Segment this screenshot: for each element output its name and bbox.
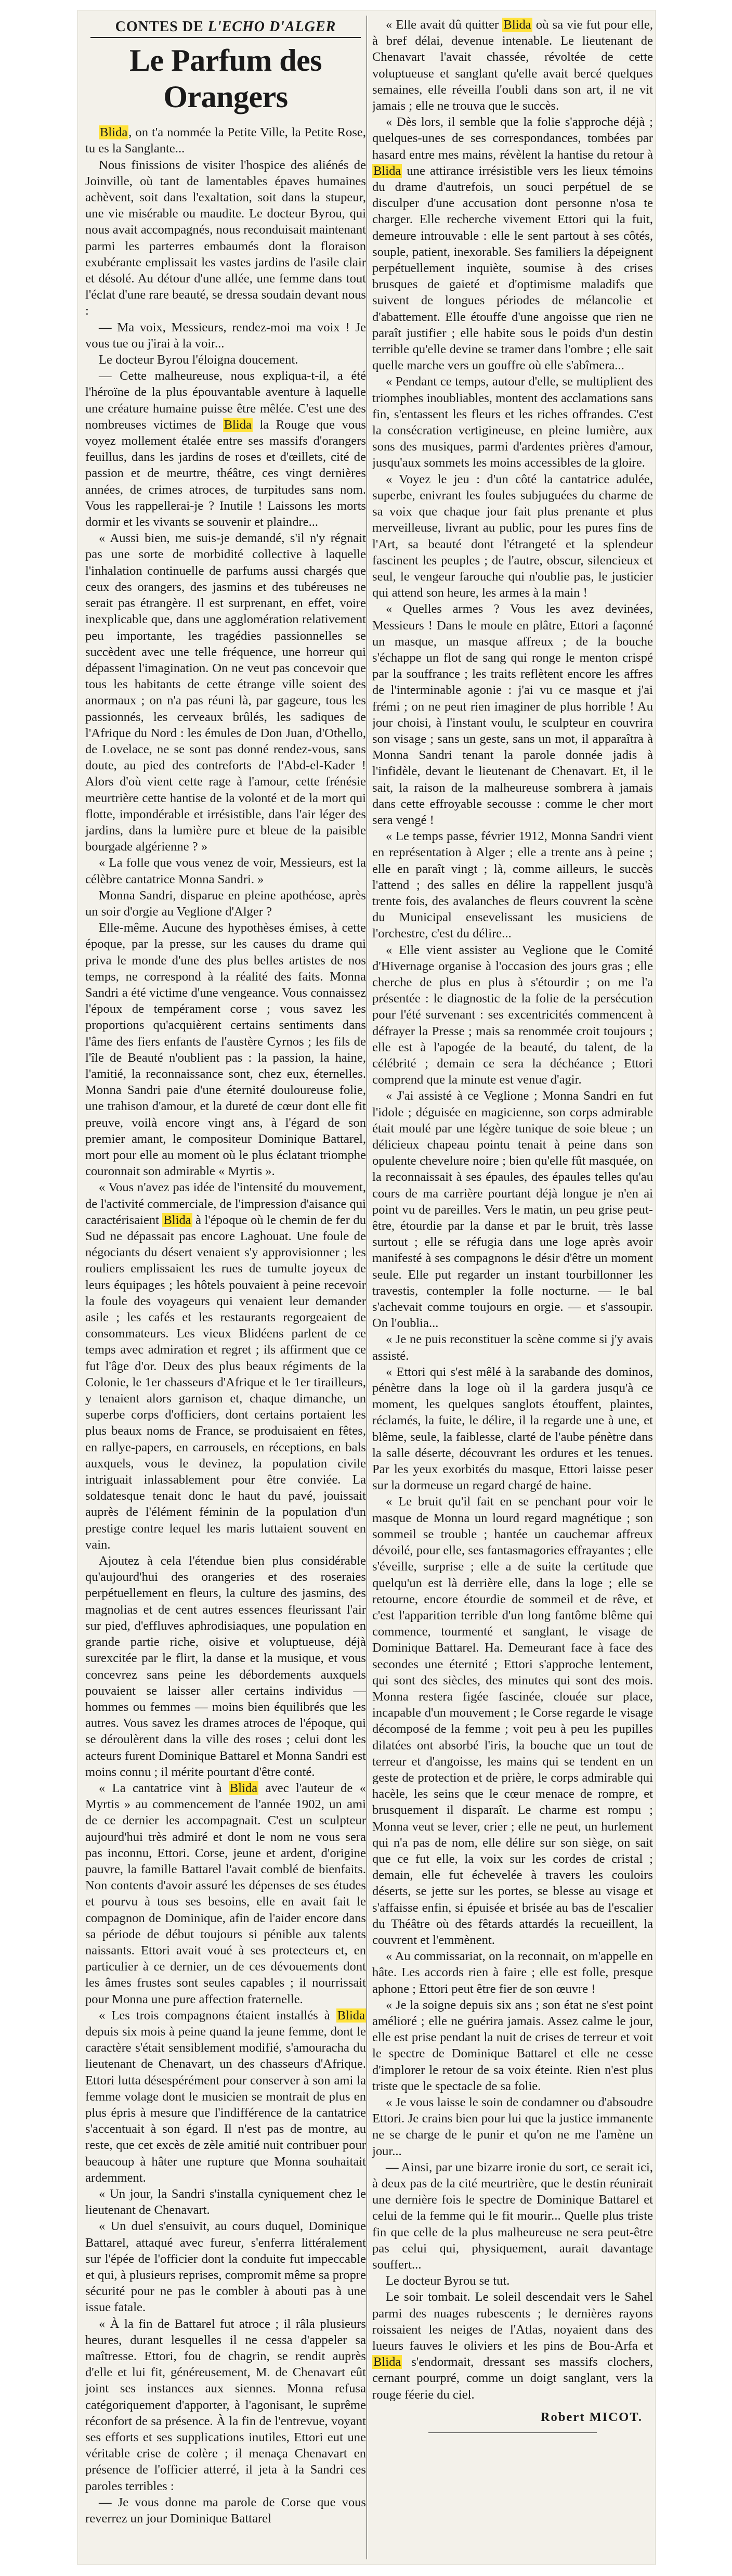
left-paragraph: Le docteur Byrou l'éloigna doucement.	[99, 353, 298, 367]
left-column	[85, 17, 366, 2555]
author-signature: Robert MICOT.	[540, 2410, 643, 2424]
left-paragraph: « À la fin de Battarel fut atroce ; il râla plusieurs heures, durant lesquelles il ne cessa d'appeler sa maîtresse. Ettori, fou de chagrin, se rendit auprès d'elle et lui fit, généreusement, M. de Chenavart eût joint ses instances aux siennes. Monna refusa catégoriquement d'apporter, à l'agonisant, le suprême réconfort de sa présence. À la fin de l'entrevue, voyant ses efforts et ses supplications inutiles, Ettori eut une véritable crise de colère ; il menaça Chenavart en présence de l'officier atterré, il jeta à la Sandri ces paroles terribles :	[85, 2316, 366, 2493]
right-paragraph: « Au commissariat, on la reconnait, on m'appelle en hâte. Les accords rien à faire ; elle est folle, presque aphone ; Ettori peut être fier de son œuvre !	[372, 1949, 653, 1996]
opening-text: , on t'a nommée la Petite Ville, la Petite Rose, tu es la Sanglante...	[85, 125, 366, 156]
left-paragraphs	[85, 157, 366, 2527]
left-paragraph: Elle-même. Aucune des hypothèses émises, à cette époque, par la presse, sur les causes du drame qui priva le monde d'une des plus belles artistes de nos temps, ne correspond à la réalité des faits. Monna Sandri a été victime d'une vengeance. Vous connaissez l'époux de tempérament corse ; vous savez les proportions qu'acquièrent certains sentiments dans l'âme des fiers enfants de l'austère Cyrnos ; les fils de l'île de Beauté n'oublient pas : la passion, la haine, l'amitié, la reconnaissance sont, chez eux, éternelles. Monna Sandri paie d'une éternité douloureuse folie, une trahison d'amour, et la dureté de cœur dont elle fit preuve, voilà encore vingt ans, à l'égard de son premier amant, le compositeur Dominique Battarel, mort pour elle au moment où le plus éclatant triomphe couronnait son admirable « Myrtis ».	[85, 921, 366, 1179]
right-paragraph: « Je ne puis reconstituer la scène comme si j'y avais assisté.	[372, 1332, 653, 1363]
right-paragraph: « Le temps passe, février 1912, Monna Sandri vient en représentation à Alger ; elle a trente ans à peine ; elle en paraît vingt ; là, comme ailleurs, le succès l'attend ; des salles en délire la rappellent jusqu'à trente fois, des avalanches de fleurs couvrent la scène du Municipal ensevelissant les musiciens de l'orchestre, c'est du délire...	[372, 829, 653, 941]
right-paragraph: Le docteur Byrou se tut.	[386, 2274, 510, 2288]
series-prefix: CONTES DE	[115, 19, 204, 35]
series-publication: L'ECHO D'ALGER	[207, 19, 336, 35]
highlight-blida: Blida	[163, 1213, 191, 1227]
left-paragraph: — Je vous donne ma parole de Corse que vous reverrez un jour Dominique Battarel	[85, 2495, 366, 2526]
opening-paragraph	[85, 124, 366, 157]
right-paragraph: « Dès lors, il semble que la folie s'approche déjà ; quelques-unes de ses correspondances, tombées par hasard entre mes mains, révèlent la hantise du retour à Blida une attirance irrésistible vers les lieux témoins du drame d'autrefois, un souci perpétuel de se disculper d'une accusation dont personne n'osa te charger. Elle recherche vivement Ettori qui la fuit, demeure introuvable : elle le sent partout à ses côtés, souple, patient, inexorable. Ses familiers la dépeignent perpétuellement inquiète, soumise à des crises brusques de gaieté et d'optimisme maladifs que suivent de longues périodes de mélancolie et d'abattement. Elle étouffe d'une angoisse que rien ne paraît justifier ; elle habite sous le poids d'un destin terrible qu'elle devine se tramer dans l'ombre ; elle sait quelle marche vers un gouffre où elle s'abîmera...	[372, 115, 653, 373]
highlight-blida: Blida	[100, 125, 128, 140]
left-paragraph: « Vous n'avez pas idée de l'intensité du mouvement, de l'activité commerciale, de l'impression d'aisance qui caractérisaient Blida à l'époque où le chemin de fer du Sud ne dépassait pas encore Laghouat. Une foule de négociants du désert venaient s'y approvisionner ; les rouliers emplissaient les rues de tumulte joyeux de leurs équipages ; les hôtels pouvaient à peine recevoir la foule des voyageurs qui venaient leur demander asile ; les cafés et les restaurants regorgeaient de consommateurs. Les vieux Blidéens parlent de ce temps avec admiration et regret ; ils affirment que ce fut l'âge d'or. Deux des plus beaux régiments de la Colonie, le 1er chasseurs d'Afrique et le 1er tirailleurs, y tenaient alors garnison et, chaque dimanche, un superbe corps d'officiers, dont certains portaient les plus beaux noms de France, se produisaient en fêtes, en rallye-papers, en carrousels, en réceptions, en bals auxquels, vous le devinez, la population civile intriguait inlassablement pour être conviée. La soldatesque tenait donc le haut du pavé, jouissait auprès de l'élément féminin de la population d'un prestige contre lequel les maris luttaient souvent en vain.	[85, 1180, 366, 1552]
right-paragraph: « J'ai assisté à ce Veglione ; Monna Sandri en fut l'idole ; déguisée en magicienne, son corps admirable était moulé par une légère tunique de soie bleue ; un délicieux chapeau pointu tenait à peine dans son opulente chevelure noire ; bien qu'elle fût masquée, on la reconnaissait à ses épaules, des épaules telles qu'au cours de ma carrière pourtant déjà longue je n'en ai point vu de pareilles. Vers le matin, un peu grise peut-être, étourdie par la danse et par le bruit, très lasse surtout ; elle se réfugia dans une loge après avoir manifesté à ses compagnons le désir d'être un moment seule. Elle put regarder un instant tourbillonner les travestis, contempler la folle nocturne. — le bal s'achevait comme toujours en orgie. — et s'assoupir. On l'oublia...	[372, 1089, 653, 1331]
story-title: Le Parfum des Orangers	[129, 43, 322, 114]
left-paragraph: Monna Sandri, disparue en pleine apothéose, après un soir d'orgie au Veglione d'Alger ?	[85, 888, 366, 919]
highlight-blida: Blida	[229, 1781, 258, 1795]
right-paragraph: « Elle vient assister au Veglione que le Comité d'Hivernage organise à l'occasion des jours gras ; elle cherche de plus en plus à s'étourdir ; on me l'a présentée : le diagnostic de la folie de la persécution pour l'été survenant : ses excentricités commencent à défrayer la Presse ; mais sa renommée croit toujours ; elle est à l'apogée de la beauté, du talent, de la célébrité ; demain ce sera la déchéance ; Ettori comprend que la minute est venue d'agir.	[372, 943, 653, 1087]
right-paragraph: « Je la soigne depuis six ans ; son état ne s'est point amélioré ; elle ne guérira jamais. Assez calme le jour, elle est prise pendant la nuit de crises de terreur et voit le spectre de Dominique Battarel et elle ne cesse d'implorer le retour de sa voix éteinte. Rien n'est plus triste que le spectacle de sa folie.	[372, 1998, 653, 2093]
right-paragraph: « Voyez le jeu : d'un côté la cantatrice adulée, superbe, enivrant les foules subjuguées du charme de sa voix que chaque jour fait plus prenante et plus merveilleuse, livrant au public, pour les pures fins de l'Art, sa beauté dont l'étrangeté et la splendeur fascinent les peuples ; de l'autre, obscur, silencieux et seul, le vengeur farouche qui n'oublie pas, le justicier qui attend son heure, les armes à la main !	[372, 472, 653, 600]
left-paragraph: Ajoutez à cela l'étendue bien plus considérable qu'aujourd'hui des orangeries et des roseraies perpétuellement en fleurs, la culture des jasmins, des magnolias et de cent autres essences fleurissant l'air sur pied, d'effluves aphrodisiaques, une population en grande partie riche, oisive et voluptueuse, déjà surexcitée par le flirt, la danse et la musique, et vous concevrez sans peine les débordements auxquels pouvaient se laisser aller certains individus — hommes ou femmes — moins bien équilibrés que les autres. Vous savez les drames atroces de l'époque, qui se déroulèrent dans la ville des roses ; celui dont les acteurs furent Dominique Battarel et Monna Sandri est moins connu ; il mérite pourtant d'être conté.	[85, 1554, 366, 1779]
right-paragraph: « Ettori qui s'est mêlé à la sarabande des dominos, pénètre dans la loge où il la gardera jusqu'à ce moment, les quelques sanglots étouffent, plaintes, réclamés, la fuite, le délire, il la regarde une à une, et blême, seule, la faiblesse, clarté de l'aube pénètre dans la salle déserte, découvrant les ordures et les tenues. Par les yeux exorbités du masque, Ettori laisse peser sur la dormeuse un regard chargé de haine.	[372, 1364, 653, 1493]
left-paragraph: — Cette malheureuse, nous expliqua-t-il, a été l'héroïne de la plus épouvantable aventure à laquelle une créature humaine puisse être mêlée. C'est une des nombreuses victimes de Blida la Rouge que vous voyez mollement étalée entre ses massifs d'orangers feuillus, dans les jardins de roses et d'œillets, cité de passion et de meurtre, théâtre, ces vingt dernières années, de crimes atroces, de turpitudes sans nom. Vous les rappellerai-je ? Inutile ! Laissons les morts dormir et les vivants se souvenir et plaindre...	[85, 369, 366, 530]
right-paragraph: « Je vous laisse le soin de condamner ou d'absoudre Ettori. Je crains bien pour lui que la justice immanente ne se charge de le punir et qu'on ne me l'amène un jour...	[372, 2095, 653, 2158]
left-paragraph: « Un duel s'ensuivit, au cours duquel, Dominique Battarel, attaqué avec fureur, s'enferra littéralement sur l'épée de l'officier dont la conduite fut impeccable et qui, à plusieurs reprises, compromit même sa propre sécurité pour ne pas le combler à abouti pas à une issue fatale.	[85, 2219, 366, 2315]
highlight-blida: Blida	[224, 417, 252, 432]
highlight-blida: Blida	[503, 18, 531, 32]
left-paragraph: « Aussi bien, me suis-je demandé, s'il n'y régnait pas une sorte de morbidité collective à laquelle l'inhalation continuelle de parfums aussi chargés que ceux des orangers, des jasmins et des tubéreuses ne serait pas étrangère. Il est surprenant, en effet, voire inexplicable que, dans une agglomération relativement peu importante, les tragédies passionnelles se succèdent avec une telle fréquence, une horreur qui dépassent l'imagination. On ne veut pas concevoir que tous les habitants de cette étrange ville soient des anormaux ; on n'a pas réuni là, par gageure, tous les passionnés, les cerveaux brûlés, les sadiques de l'Afrique du Nord : les émules de Don Juan, d'Othello, de Lovelace, ne se sont pas donné rendez-vous, sans doute, au pied des contreforts de l'Abd-el-Kader ! Alors d'où vient cette rage à l'amour, cette frénésie meurtrière cette hantise de la volonté et de la mort qui flotte, impondérable et irrésistible, dans l'air léger des jardins, dans la lumière pure et bleue de la paisible bourgade algérienne ? »	[85, 531, 366, 854]
right-paragraph: — Ainsi, par une bizarre ironie du sort, ce serait ici, à deux pas de la cité meurtrière, que le destin réunirait une dernière fois le spectre de Dominique Battarel et celui de la femme qui le fit mourir... Quelle plus triste fin que celle de la plus malheureuse ne sera peut-être pas celui qui, physiquement, aurait davantage souffert...	[372, 2160, 653, 2272]
right-paragraph: « Pendant ce temps, autour d'elle, se multiplient des triomphes inoubliables, montent des acclamations sans fin, s'entassent les fleurs et les riches offrandes. C'est la consécration vertigineuse, en pleine lumière, aux sons des musiques, parmi d'ardentes prières d'amour, jusqu'aux sommets les moins accessibles de la gloire.	[372, 375, 653, 470]
right-paragraphs	[372, 17, 653, 2403]
left-paragraph: « Les trois compagnons étaient installés à Blida depuis six mois à peine quand la jeune femme, dont le caractère s'était sensiblement modifié, s'amouracha du lieutenant de Chenavart, un des chasseurs d'Afrique. Ettori lutta désespérément pour conserver à son ami la femme volage dont le musicien se montrait de plus en plus épris à mesure que l'indifférence de la cantatrice s'accentuait à son égard. Il n'est pas de montre, au reste, que cet excès de zèle amitié nuit contribuer pour beaucoup à hâter une rupture que Monna souhaitait ardemment.	[85, 2008, 366, 2185]
left-paragraph: « La folle que vous venez de voir, Messieurs, est la célèbre cantatrice Monna Sandri. »	[85, 856, 366, 886]
highlight-blida: Blida	[337, 2008, 365, 2023]
end-rule	[428, 2432, 597, 2433]
left-paragraph: « La cantatrice vint à Blida avec l'auteur de « Myrtis » au commencement de l'année 1902, un ami de ce dernier les accompagnait. C'est un sculpteur aujourd'hui très admiré et dont le nom ne vous sera pas inconnu, Ettori. Corse, jeune et ardent, d'origine pauvre, la famille Battarel l'avait comblé de bienfaits. Non contents d'avoir assuré les dépenses de ses études et pourvu à tous ses besoins, elle en avait fait le compagnon de Dominique, afin de l'aider encore dans sa période de début toujours si pénible aux talents naissants. Ettori avait voué à ses protecteurs et, en particulier à ce dernier, un de ces dévouements dont les âmes frustes sont seules capables ; il nourrissait pour Monna une pure affection fraternelle.	[85, 1781, 366, 2006]
header-rule	[90, 37, 361, 38]
right-paragraph: « Le bruit qu'il fait en se penchant pour voir le masque de Monna un lourd regard magnétique ; son sommeil se trouble ; hantée un cauchemar affreux dévoilé, pour elle, ses fantasmagories effrayantes ; elle s'éveille, surprise ; elle a de suite la certitude que quelqu'un est là derrière elle, dans la loge ; elle se retourne, encore étourdie de sommeil et de rêve, et c'est l'apparition terrible d'un long fantôme blême qui commence, tourmenté et sanglant, le visage de Dominique Battarel. Ha. Demeurant face à face des secondes une éternité ; Ettori s'approche lentement, qui sont des siècles, des minutes qui sont des mois. Monna restera figée fascinée, clouée sur place, incapable d'un mouvement ; le Corse regarde le visage décomposé de la femme ; voit peu à peu les pupilles dilatées ont absorbé l'iris, la bouche que un tout de terreur et d'angoisse, les mains qui se tendent en un geste de protection et de prière, le corps admirable qui hacèle, les seins que le cœur menace de rompre, et brusquement il disparaît. Le charme est rompu ; Monna veut se lever, crier ; elle ne peut, un hurlement qui n'a pas de nom, elle délire sur son siège, on sait que ce fut elle, la voix sur les cordes de cristal ; demain, elle fut échevelée à travers les couloirs déserts, se jette sur les portes, se blesse au visage et s'affaisse enfin, si épuisée et brisée au bas de l'escalier du Théâtre où des fêtards attardés la recueillent, la couvrent et l'emmènent.	[372, 1495, 653, 1947]
right-column	[372, 17, 653, 2555]
left-paragraph: — Ma voix, Messieurs, rendez-moi ma voix ! Je vous tue ou j'irai à la voir...	[85, 320, 366, 351]
right-paragraph: « Elle avait dû quitter Blida où sa vie fut pour elle, à bref délai, devenue intenable. Le lieutenant de Chenavart l'avait chassée, révoltée de cette voluptueuse et sanglant qu'elle avait bercé quelques semaines, elle réveilla l'oubli dans son art, il ne vit jamais ; elle ne trouva que le succès.	[372, 18, 653, 113]
highlight-blida: Blida	[373, 163, 401, 178]
newspaper-page	[78, 10, 655, 2565]
right-paragraph: Le soir tombait. Le soleil descendait vers le Sahel parmi des nuages rubescents ; le dernières rayons roissaient les neiges de l'Atlas, noyaient dans des lueurs fauves le oliviers et les pins de Bou-Arfa et Blida s'endormait, dressant ses massifs clochers, cernant pourpré, comme un doigt sanglant, vers la rouge féerie du ciel.	[372, 2290, 653, 2402]
left-paragraph: « Un jour, la Sandri s'installa cyniquement chez le lieutenant de Chenavart.	[85, 2187, 366, 2218]
right-paragraph: « Quelles armes ? Vous les avez devinées, Messieurs ! Dans le moule en plâtre, Ettori a façonné un masque, un masque affreux ; de la bouche s'échappe un flot de sang qui ronge le menton crispé par la souffrance ; les traits reflètent encore les affres de l'interminable agonie : j'ai vu ce masque et j'ai frémi ; on ne peut rien imaginer de plus horrible ! Au jour choisi, à l'instant voulu, le sculpteur en couvrira son visage ; sans un geste, sans un mot, il apparaîtra à Monna Sandri tenant la parole donnée jadis à l'infidèle, devant le lieutenant de Chenavart. Et, il le sait, la raison de la malheureuse sombrera à jamais dans cette effroyable secousse : comme le cher mort sera vengé !	[372, 602, 653, 827]
highlight-blida: Blida	[373, 2355, 401, 2369]
left-paragraph: Nous finissions de visiter l'hospice des aliénés de Joinville, où tant de lamentables épaves humaines achèvent, soit dans l'exaltation, soit dans la stupeur, une vie misérable ou maudite. Le docteur Byrou, qui nous avait accompagnés, nous reconduisait maintenant parmi les parterres embaumés dont la floraison exubérante emplissait les vastes jardins de l'asile clair et désolé. Au détour d'une allée, une femme dans tout l'éclat d'une rare beauté, se dressa soudain devant nous :	[85, 158, 366, 318]
series-header	[85, 19, 366, 35]
